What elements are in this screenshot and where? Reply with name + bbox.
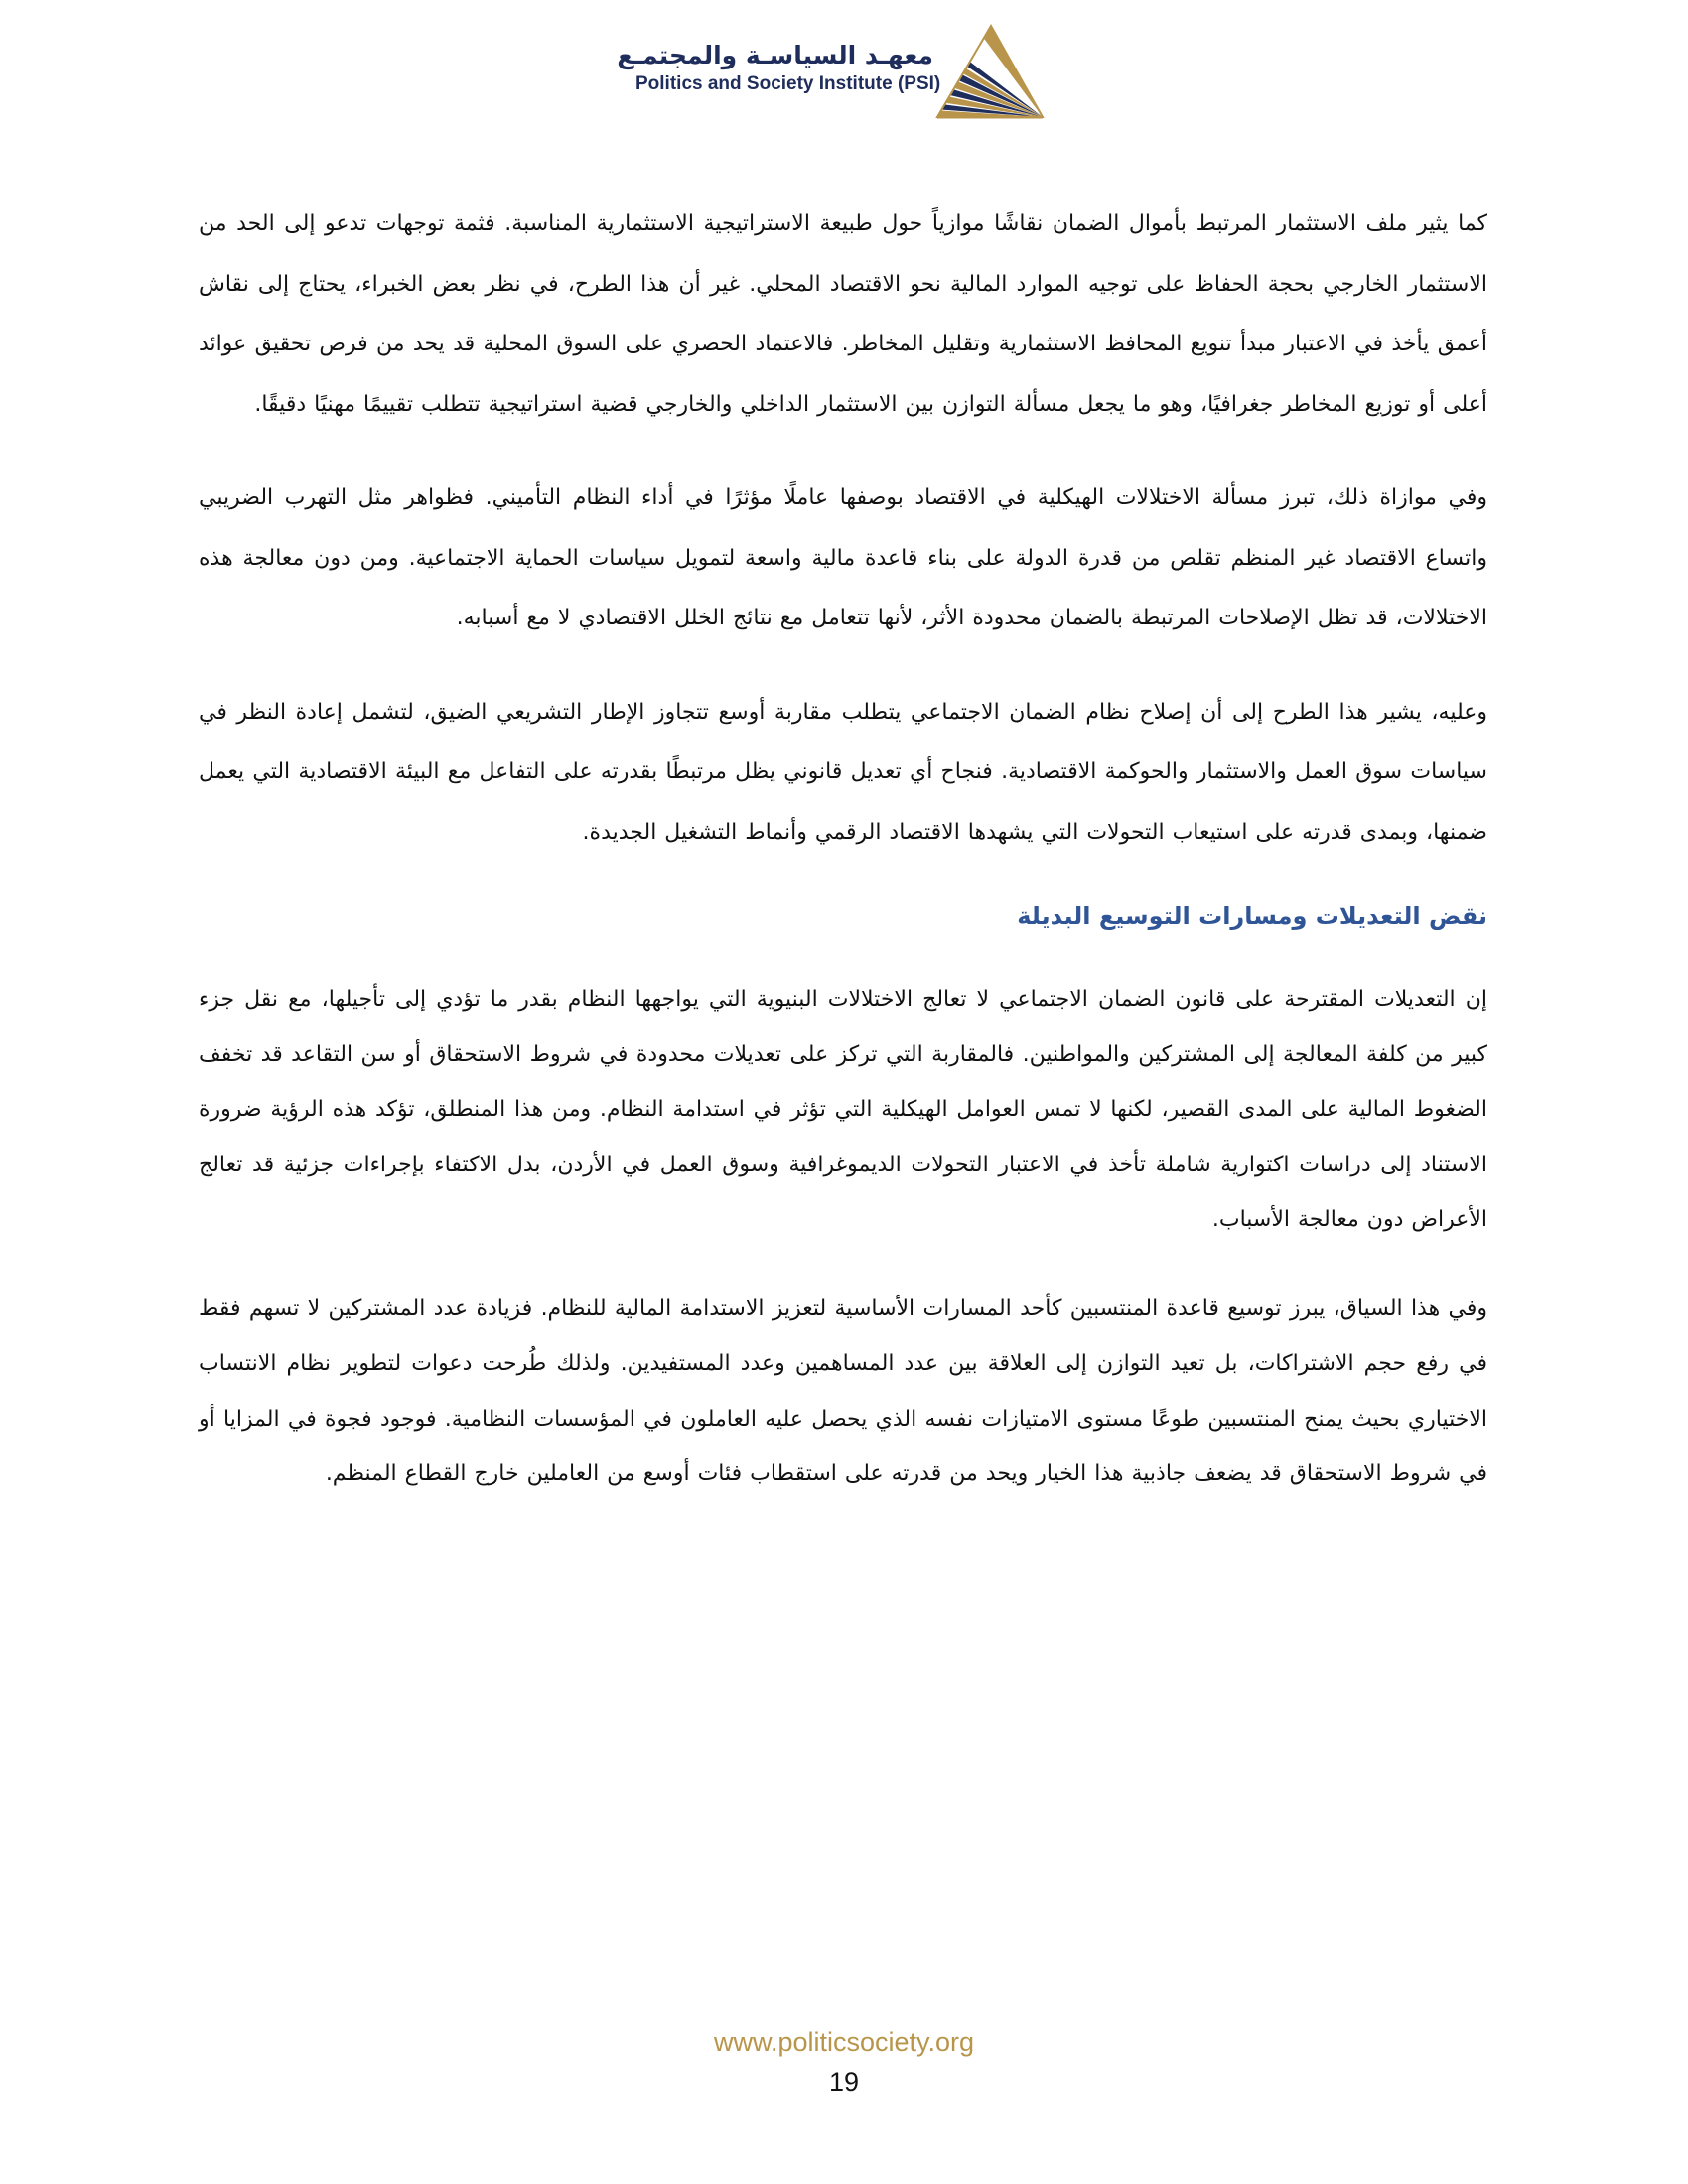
article-body [199, 195, 1487, 1536]
section-heading: نقض التعديلات ومسارات التوسيع البديلة [1017, 902, 1487, 930]
paragraph-structural-imbalances: وفي موازاة ذلك، تبرز مسألة الاختلالات الهيكلية في الاقتصاد بوصفها عاملًا مؤثرًا في أداء النظام التأميني. فظواهر مثل التهرب الضريبي واتساع الاقتصاد غير المنظم تقلص من قدرة الدولة على بناء قاعدة مالية واسعة لتمويل سياسات الحماية الاجتماعية. ومن دون معالجة هذه الاختلالات، قد تظل الإصلاحات المرتبطة بالضمان محدودة الأثر، لأنها تتعامل مع نتائج الخلل الاقتصادي لا مع أسبابه. [199, 485, 1487, 630]
paragraph-expanding-base: وفي هذا السياق، يبرز توسيع قاعدة المنتسبين كأحد المسارات الأساسية لتعزيز الاستدامة المالية للنظام. فزيادة عدد المشتركين لا تسهم فقط في رفع حجم الاشتراكات، بل تعيد التوازن إلى العلاقة بين عدد المساهمين وعدد المستفيدين. ولذلك طُرحت دعوات لتطوير نظام الانتساب الاختياري بحيث يمنح المنتسبين طوعًا مستوى الامتيازات نفسه الذي يحصل عليه العاملون في المؤسسات النظامية. فوجود فجوة في المزايا أو في شروط الاستحقاق قد يضعف جاذبية هذا الخيار ويحد من قدرته على استقطاب فئات أوسع من العاملين خارج القطاع المنظم. [199, 1296, 1487, 1486]
triangle-stripes-logo-icon [933, 24, 1045, 119]
footer-website-link[interactable]: www.politicsociety.org [713, 2027, 975, 2057]
logo-arabic-name: معهـد السياسـة والمجتمـع [617, 41, 933, 69]
institute-name [617, 40, 941, 97]
page-number: 19 [828, 2067, 860, 2097]
page-header [0, 0, 1688, 129]
paragraph-amendments-critique: إن التعديلات المقترحة على قانون الضمان الاجتماعي لا تعالج الاختلالات البنيوية التي يواجهها النظام بقدر ما تؤدي إلى تأجيلها، مع نقل جزء كبير من كلفة المعالجة إلى المشتركين والمواطنين. فالمقاربة التي تركز على تعديلات محدودة في شروط الاستحقاق أو سن التقاعد قد تخفف الضغوط المالية على المدى القصير، لكنها لا تمس العوامل الهيكلية التي تؤثر في استدامة النظام. ومن هذا المنطلق، تؤكد هذه الرؤية ضرورة الاستناد إلى دراسات اكتوارية شاملة تأخذ في الاعتبار التحولات الديموغرافية وسوق العمل في الأردن، بدل الاكتفاء بإجراءات جزئية قد تعالج الأعراض دون معالجة الأسباب. [199, 987, 1487, 1232]
paragraph-broader-approach: وعليه، يشير هذا الطرح إلى أن إصلاح نظام الضمان الاجتماعي يتطلب مقاربة أوسع تتجاوز الإطار التشريعي الضيق، لتشمل إعادة النظر في سياسات سوق العمل والاستثمار والحوكمة الاقتصادية. فنجاح أي تعديل قانوني يظل مرتبطًا بقدرته على التفاعل مع البيئة الاقتصادية التي يعمل ضمنها، وبمدى قدرته على استيعاب التحولات التي يشهدها الاقتصاد الرقمي وأنماط التشغيل الجديدة. [199, 699, 1487, 845]
logo-english-name: Politics and Society Institute (PSI) [635, 73, 941, 94]
paragraph-investment: كما يثير ملف الاستثمار المرتبط بأموال الضمان نقاشًا موازياً حول طبيعة الاستراتيجية الاستثمارية المناسبة. فثمة توجهات تدعو إلى الحد من الاستثمار الخارجي بحجة الحفاظ على توجيه الموارد المالية نحو الاقتصاد المحلي. غير أن هذا الطرح، في نظر بعض الخبراء، يحتاج إلى نقاش أعمق يأخذ في الاعتبار مبدأ تنويع المحافظ الاستثمارية وتقليل المخاطر. فالاعتماد الحصري على السوق المحلية قد يحد من فرص تحقيق عوائد أعلى أو توزيع المخاطر جغرافيًا، وهو ما يجعل مسألة التوازن بين الاستثمار الداخلي والخارجي قضية استراتيجية تتطلب تقييمًا مهنيًا دقيقًا. [199, 211, 1487, 417]
